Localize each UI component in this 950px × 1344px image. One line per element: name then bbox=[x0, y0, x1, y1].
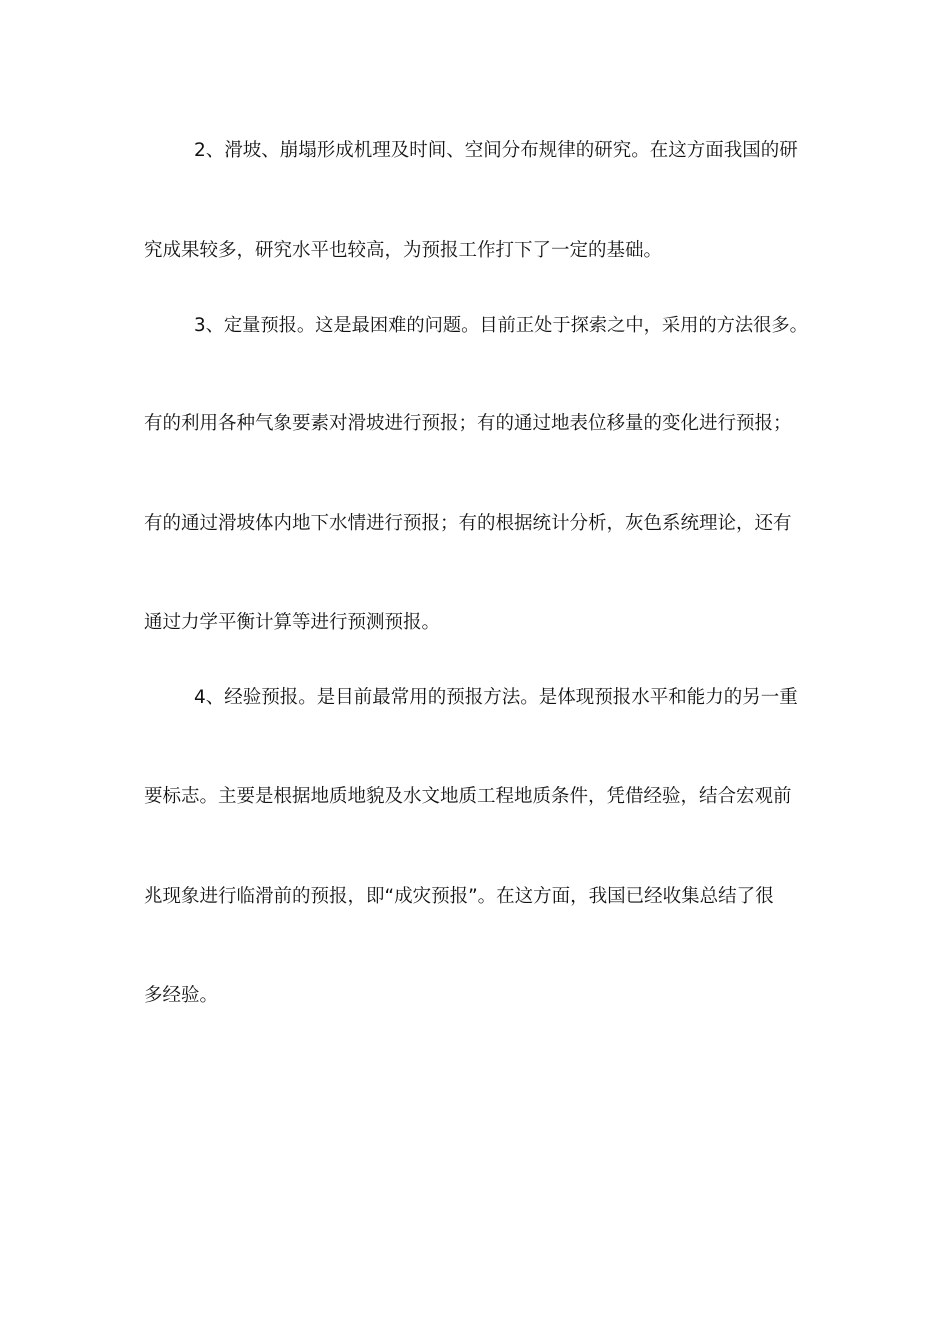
paragraph-4-line-3: 兆现象进行临滑前的预报，即“成灾预报”。在这方面，我国已经收集总结了很 bbox=[144, 886, 774, 907]
paragraph-2-line-1: 2、滑坡、崩塌形成机理及时间、空间分布规律的研究。在这方面我国的研 bbox=[194, 140, 798, 161]
paragraph-4-line-2: 要标志。主要是根据地质地貌及水文地质工程地质条件，凭借经验，结合宏观前 bbox=[144, 786, 792, 807]
paragraph-3-line-3: 有的通过滑坡体内地下水情进行预报；有的根据统计分析，灰色系统理论，还有 bbox=[144, 513, 792, 534]
paragraph-4-line-4: 多经验。 bbox=[144, 985, 219, 1006]
paragraph-4-line-1: 4、经验预报。是目前最常用的预报方法。是体现预报水平和能力的另一重 bbox=[194, 687, 798, 708]
paragraph-2-line-2: 究成果较多，研究水平也较高，为预报工作打下了一定的基础。 bbox=[144, 240, 663, 261]
paragraph-3-line-2: 有的利用各种气象要素对滑坡进行预报；有的通过地表位移量的变化进行预报； bbox=[144, 413, 792, 434]
paragraph-3-line-1: 3、定量预报。这是最困难的问题。目前正处于探索之中，采用的方法很多。 bbox=[194, 315, 808, 336]
paragraph-3-line-4: 通过力学平衡计算等进行预测预报。 bbox=[144, 612, 441, 633]
